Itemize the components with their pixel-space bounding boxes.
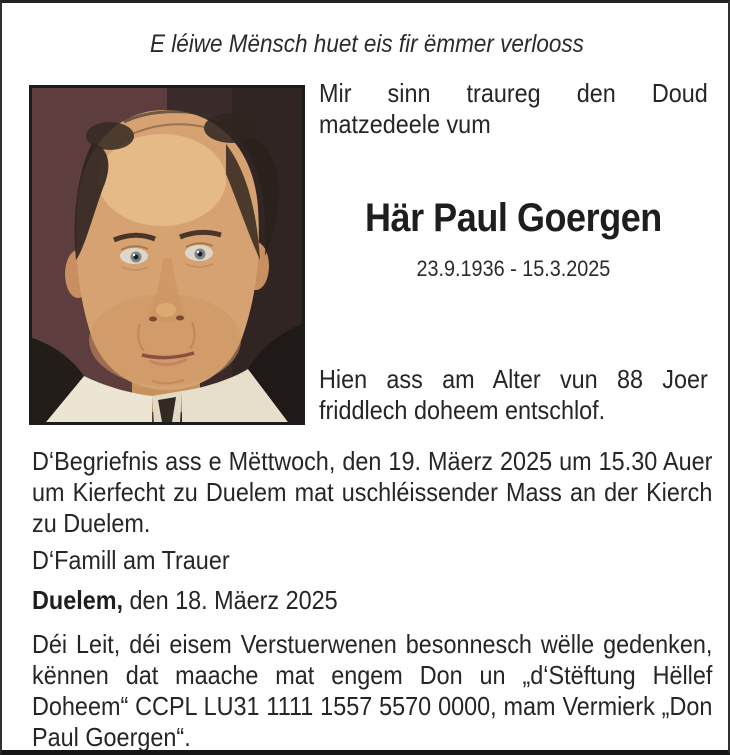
dateline-place: Duelem, [32,585,124,615]
portrait-photo [29,85,305,425]
dateline [32,585,712,616]
donation-paragraph: Déi Leit, déi eisem Verstuerwenen besonnesch wëlle gedenken, kënnen dat maache mat engem Don un „d‘Stëftung Hëllef Doheem“ CCPL LU31 1111 1557 5570 0000, mam Vermierk „Don Paul Goergen“. [32,629,713,752]
family-mourning-line: D‘Famill am Trauer [32,545,230,575]
epigraph-line: E léiwe Mënsch huet eis fir ëmmer verlooss [149,30,584,58]
intro-text: Mir sinn traureg den Doud matzedeele vum [319,78,708,139]
portrait-illustration [32,88,302,422]
details-section [32,446,712,753]
announcement-column [319,78,708,426]
dateline-date: den 18. Mäerz 2025 [123,585,338,615]
life-dates: 23.9.1936 - 15.3.2025 [416,256,611,281]
deceased-name: Här Paul Goergen [364,196,662,240]
funeral-details: D‘Begriefnis ass e Mëttwoch, den 19. Mäerz 2025 um 15.30 Auer um Kierfecht zu Duelem mat uschléissender Mass an der Kierch zu Duelem. [32,446,713,538]
death-announcement: Hien ass am Alter vun 88 Joer friddlech doheem entschlof. [319,364,708,425]
